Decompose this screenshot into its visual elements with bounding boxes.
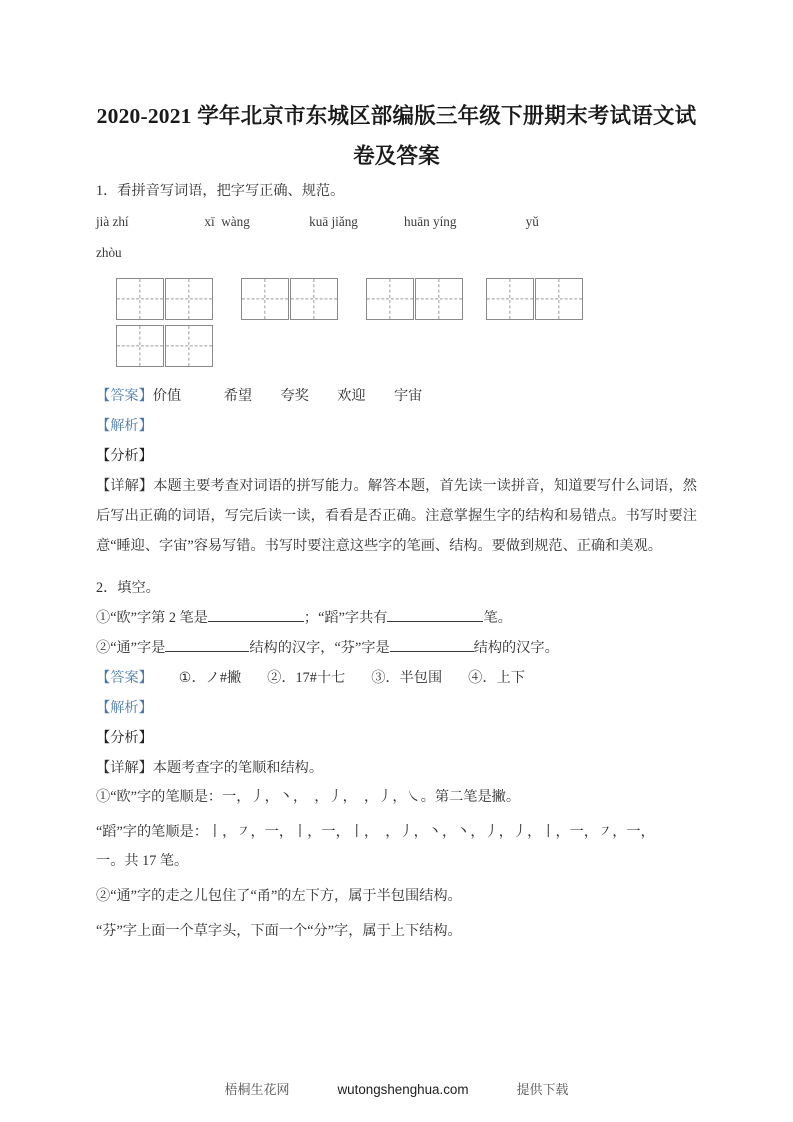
fill-blank-1[interactable] [208, 621, 304, 622]
fill-blank-4[interactable] [390, 651, 474, 652]
tianzige-cell [165, 325, 213, 367]
item-1-text-b: ；“蹈”字共有 [303, 610, 388, 626]
question-2-answer [96, 663, 697, 693]
fill-blank-3[interactable] [165, 651, 249, 652]
stroke-order-dao-line-1: “蹈”字的笔顺是：丨，㇇，一，丨，一，丨， ，丿，丶，丶，丿，丿，丨，一，㇇，一， [96, 824, 655, 840]
footer-note: 提供下载 [516, 1082, 569, 1097]
answer-item: ①．ノ#撇 [178, 670, 242, 686]
question-1-fenxi-tag [96, 441, 697, 471]
analysis-tag: 【解析】 [96, 418, 153, 434]
tianzige-cell [366, 278, 414, 320]
tianzige-cell [241, 278, 289, 320]
tianzige-cell [290, 278, 338, 320]
item-2-text-b: 结构的汉字，“芬”字是 [249, 640, 390, 656]
question-2-stem: 2．填空。 [96, 580, 160, 596]
tianzige-cell [116, 278, 164, 320]
answer-tag: 【答案】 [96, 388, 153, 404]
tianzige-cell [165, 278, 213, 320]
footer-url[interactable]: wutongshenghua.com [337, 1082, 469, 1097]
question-2-fenxi-tag [96, 723, 697, 753]
item-1-text-a: ①“欧”字第 2 笔是 [96, 610, 208, 626]
tianzige-group [366, 278, 463, 320]
fenxi-tag: 【分析】 [96, 730, 153, 746]
question-1-stem: 1．看拼音写词语，把字写正确、规范。 [96, 183, 345, 199]
fill-blank-2[interactable] [387, 621, 483, 622]
tianzige-group [116, 325, 213, 367]
tianzige-row-2 [96, 325, 697, 375]
fenxi-tag: 【分析】 [96, 448, 153, 464]
answer-item: ③．半包围 [371, 670, 443, 686]
tianzige-group [486, 278, 583, 320]
question-2-item-1 [96, 603, 697, 633]
question-2-item-2 [96, 633, 697, 663]
stroke-order-ou: ①“欧”字的笔顺是：一，丿，丶， ，丿， ，丿，㇏。第二笔是撇。 [96, 789, 521, 805]
analysis-tag: 【解析】 [96, 700, 153, 716]
tianzige-cell [486, 278, 534, 320]
pinyin-line-2: zhòu [96, 245, 122, 260]
page-title: 2020-2021 学年北京市东城区部编版三年级下册期末考试语文试卷及答案 [96, 104, 697, 168]
structure-tong: ②“通”字的走之儿包住了“甬”的左下方，属于半包围结构。 [96, 888, 462, 904]
item-2-text-a: ②“通”字是 [96, 640, 166, 656]
question-1-explanation: 【详解】本题主要考查对词语的拼写能力。解答本题，首先读一读拼音，知道要写什么词语，然后写出正确的词语，写完后读一读，看看是否正确。注意掌握生字的结构和易错点。书写时要注意“睡迎、字宙”容易写错。书写时要注意这些字的笔画、结构。要做到规范、正确和美观。 [96, 478, 697, 554]
question-2-analysis-tag [96, 693, 697, 723]
stroke-order-dao-line-2: 一。共 17 笔。 [96, 853, 189, 869]
tianzige-cell [116, 325, 164, 367]
tianzige-cell [535, 278, 583, 320]
answer-item: ④．上下 [468, 670, 525, 686]
question-1-answer [96, 381, 697, 411]
answer-item: ②．17#十七 [267, 670, 346, 686]
tianzige-row-1 [96, 278, 697, 325]
page-footer [0, 1080, 793, 1100]
tianzige-group [241, 278, 338, 320]
question-1-analysis-tag [96, 411, 697, 441]
answer-value: 价值 希望 夸奖 欢迎 宇宙 [152, 388, 423, 404]
question-2-explanation: 【详解】本题考查字的笔顺和结构。 [96, 760, 324, 776]
tianzige-cell [415, 278, 463, 320]
tianzige-group [116, 278, 213, 320]
structure-fen: “芬”字上面一个草字头，下面一个“分”字，属于上下结构。 [96, 923, 462, 939]
footer-site-name: 梧桐生花网 [224, 1082, 290, 1097]
answer-tag: 【答案】 [96, 670, 153, 686]
item-1-text-c: 笔。 [483, 610, 512, 626]
item-2-text-c: 结构的汉字。 [473, 640, 559, 656]
pinyin-line-1: jià zhí xī wàng kuā jiǎng huān yíng yǔ [96, 214, 539, 229]
